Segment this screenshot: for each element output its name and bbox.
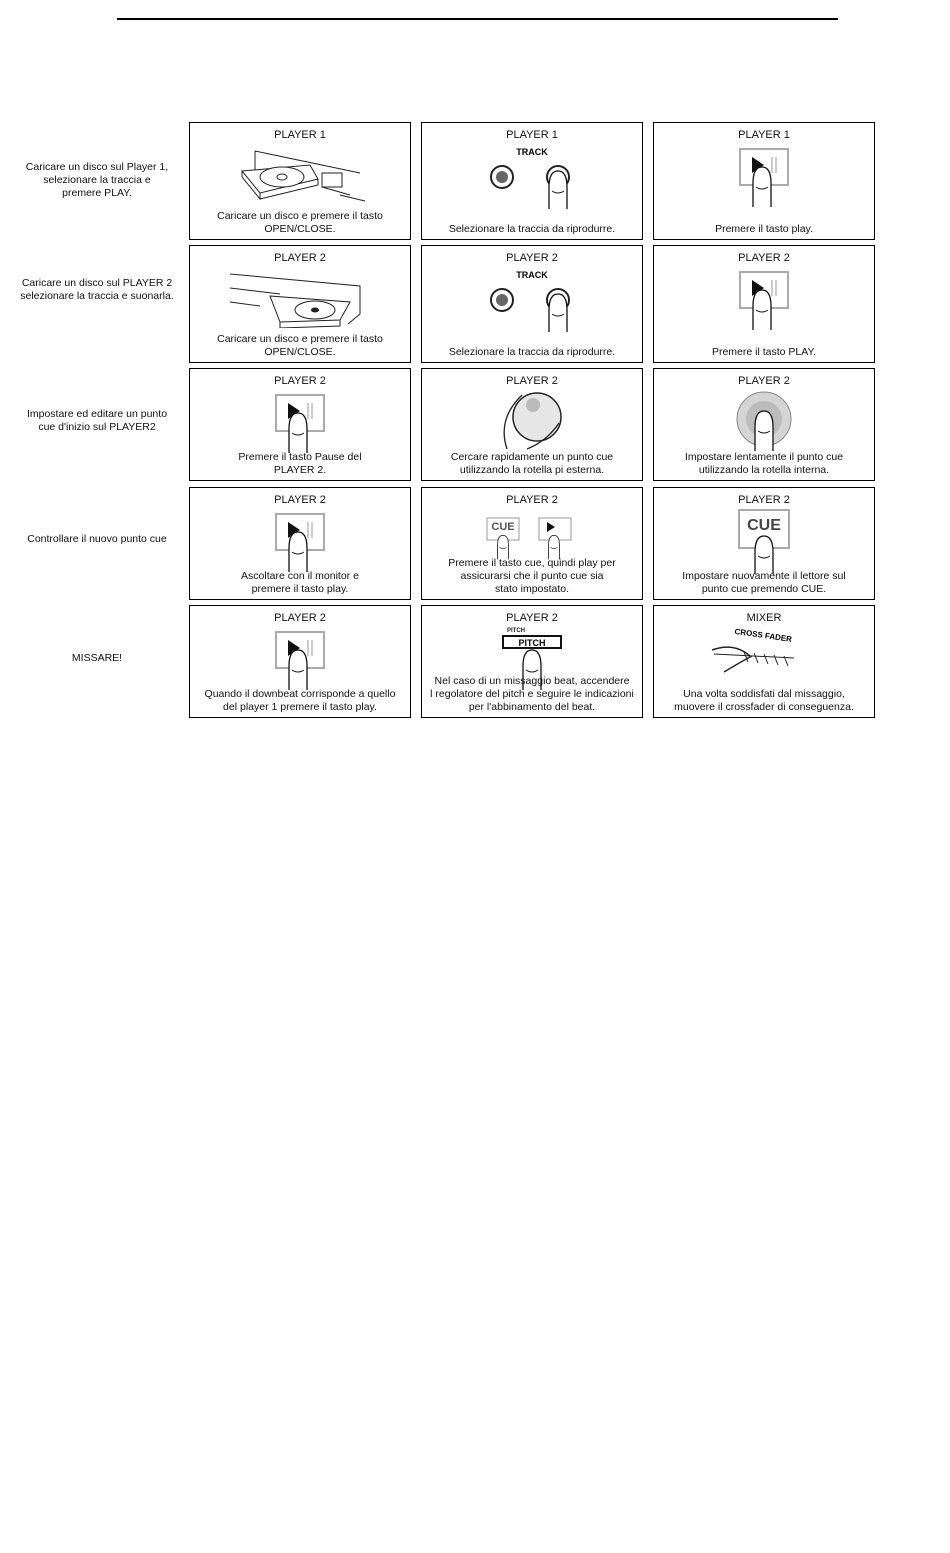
step-panel	[653, 122, 875, 240]
step-panel	[421, 487, 643, 600]
panel-title: PLAYER 2	[506, 375, 558, 387]
panel-caption: Ascoltare con il monitor e premere il tasto play.	[241, 570, 359, 595]
step-panel	[189, 368, 411, 481]
step-label: MISSARE!	[71, 652, 123, 664]
svg-text:PITCH: PITCH	[507, 628, 525, 634]
step-label: Impostare ed editare un punto cue d'inizio sul PLAYER2	[26, 407, 168, 433]
crossfader-icon	[654, 626, 874, 676]
cue-button-icon	[654, 508, 874, 574]
panel-caption: Una volta soddisfati dal missaggio, muovere il crossfader di conseguenza.	[674, 688, 854, 713]
pitch-label: PITCH	[518, 638, 546, 648]
panel-caption: Caricare un disco e premere il tasto OPEN/CLOSE.	[217, 210, 383, 235]
track-label: TRACK	[516, 270, 548, 280]
step-label: Caricare un disco sul PLAYER 2 selezionare la traccia e suonarla.	[20, 276, 174, 302]
step-panel	[653, 605, 875, 718]
step-panel	[189, 245, 411, 363]
panel-title: PLAYER 1	[738, 129, 790, 141]
panel-title: PLAYER 2	[738, 252, 790, 264]
step-label: Caricare un disco sul Player 1, selezionare la traccia e premere PLAY.	[25, 161, 169, 199]
panel-caption: Impostare lentamente il punto cue utilizzando la rotella interna.	[684, 451, 844, 476]
disc-tray-icon	[190, 143, 410, 205]
panel-title: MIXER	[746, 612, 782, 624]
panel-title: PLAYER 1	[274, 129, 326, 141]
panel-title: PLAYER 2	[274, 375, 326, 387]
step-panel	[421, 605, 643, 718]
disc-tray-icon	[190, 266, 410, 328]
panel-caption: Cercare rapidamente un punto cue utilizzando la rotella pi esterna.	[450, 451, 614, 476]
track-buttons-icon	[422, 143, 642, 209]
step-panel	[189, 122, 411, 240]
panel-caption: Premere il tasto play.	[715, 223, 813, 235]
jog-wheel-outer-icon	[422, 389, 642, 451]
panel-title: PLAYER 2	[738, 494, 790, 506]
step-panel	[421, 245, 643, 363]
step-panel	[653, 368, 875, 481]
play-button-icon	[190, 508, 410, 574]
panel-caption: Premere il tasto PLAY.	[711, 346, 817, 358]
step-panel	[653, 245, 875, 363]
panel-caption: Selezionare la traccia da riprodurre.	[448, 223, 616, 235]
panel-caption: Quando il downbeat corrisponde a quello del player 1 premere il tasto play.	[204, 688, 396, 713]
step-panel	[189, 487, 411, 600]
panel-caption: Nel caso di un missaggio beat, accendere l regolatore del pitch e seguire le indicazioni per l'abbinamento del beat.	[430, 675, 634, 713]
pause-button-icon	[190, 389, 410, 455]
cue-label: CUE	[491, 521, 515, 533]
track-label: TRACK	[516, 147, 548, 157]
step-panel	[421, 122, 643, 240]
panel-title: PLAYER 2	[274, 252, 326, 264]
panel-title: PLAYER 1	[506, 129, 558, 141]
cue-and-play-buttons-icon	[422, 508, 642, 564]
step-label: Controllare il nuovo punto cue	[27, 533, 167, 545]
crossfader-label: CROSS FADER	[734, 626, 793, 644]
panel-caption: Premere il tasto Pause del PLAYER 2.	[238, 451, 362, 476]
play-button-icon	[654, 143, 874, 209]
panel-title: PLAYER 2	[738, 375, 790, 387]
panel-caption: Impostare nuovamente il lettore sul punto cue premendo CUE.	[682, 570, 846, 595]
panel-title: PLAYER 2	[506, 494, 558, 506]
panel-title: PLAYER 2	[506, 612, 558, 624]
step-panel	[421, 368, 643, 481]
panel-title: PLAYER 2	[274, 494, 326, 506]
header-rule	[117, 18, 838, 20]
panel-caption: Selezionare la traccia da riprodurre.	[448, 346, 616, 358]
cue-label: CUE	[747, 517, 781, 534]
step-panel	[189, 605, 411, 718]
panel-caption: Premere il tasto cue, quindi play per assicurarsi che il punto cue sia stato impostato.	[448, 557, 616, 595]
panel-title: PLAYER 2	[506, 252, 558, 264]
play-button-icon	[190, 626, 410, 692]
track-buttons-icon	[422, 266, 642, 332]
jog-wheel-inner-icon	[654, 389, 874, 451]
step-panel	[653, 487, 875, 600]
panel-caption: Caricare un disco e premere il tasto OPEN/CLOSE.	[217, 333, 383, 358]
play-button-icon	[654, 266, 874, 332]
panel-title: PLAYER 2	[274, 612, 326, 624]
